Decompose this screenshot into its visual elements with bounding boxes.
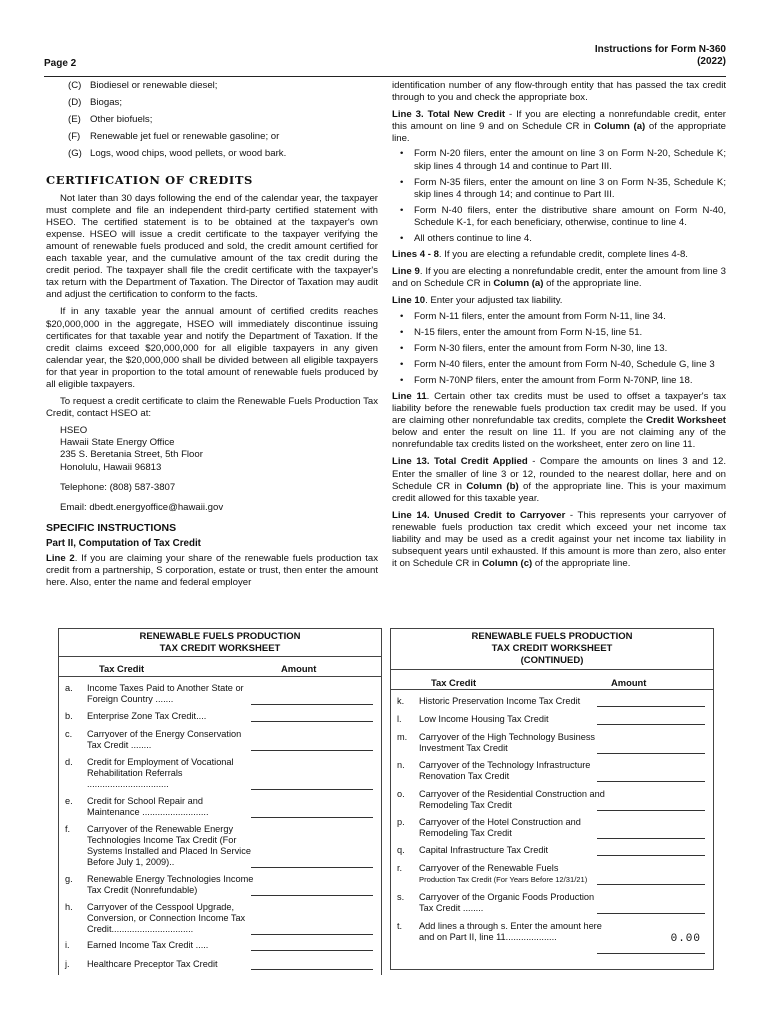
hseo-address <box>60 425 378 473</box>
row-text: Historic Preservation Income Tax Credit <box>419 696 581 706</box>
list-item: • All others continue to line 4. <box>392 233 726 245</box>
line-text: of the appropriate line. <box>392 121 726 145</box>
line-text: . Enter your adjusted tax liability. <box>425 295 563 307</box>
line-text: of the appropriate line. <box>532 558 631 570</box>
list-text: Other biofuels; <box>90 114 153 126</box>
worksheet-title <box>391 631 713 667</box>
row-text-main: Carryover of the Renewable Fuels <box>419 863 559 873</box>
line-label: Lines 4 - 8 <box>392 249 439 261</box>
line3-paragraph <box>392 109 726 145</box>
header-rule <box>44 76 726 77</box>
row-letter: f. <box>65 824 71 834</box>
form-title <box>595 44 726 68</box>
line-text: below and enter the result on line 11. If you are not claiming any of the nonrefundable tax credits listed on the worksheet, enter zero on line 11. <box>392 427 726 451</box>
address-line: Hawaii State Energy Office <box>60 437 175 449</box>
row-letter: n. <box>397 760 405 770</box>
amount-field[interactable] <box>251 950 373 951</box>
list-label: (G) <box>68 148 82 160</box>
worksheet-right <box>390 628 714 970</box>
telephone: Telephone: (808) 587-3807 <box>60 481 176 493</box>
line-label: Line 10 <box>392 295 426 307</box>
amount-field[interactable] <box>251 867 373 868</box>
worksheet-rule <box>391 669 713 670</box>
row-text: Add lines a through s. Enter the amount here and on Part II, line 11.................... <box>419 921 602 942</box>
row-text: Carryover of the Residential Construction and Remodeling Tax Credit <box>419 789 605 810</box>
line-text: - Compare the amounts on lines 3 and 12. Enter the smaller of line 3 or 12, rounded to the nearest dollar, here and on Schedule CR in <box>392 456 726 492</box>
list-item: • Form N-35 filers, enter the amount on line 3 on Form N-35, Schedule K; skip lines 4 through 14; and continue to Part III. <box>392 177 726 201</box>
list-item <box>68 97 378 109</box>
worksheet-rule <box>59 656 381 657</box>
right-column <box>392 80 726 575</box>
row-letter: p. <box>397 817 405 827</box>
worksheet-title-line: (CONTINUED) <box>520 655 584 666</box>
row-text: Capital Infrastructure Tax Credit <box>419 845 549 855</box>
list-item <box>68 114 378 126</box>
worksheet-rule <box>391 689 713 690</box>
row-letter: g. <box>65 874 73 884</box>
row-text: Carryover of the Energy Conservation Tax Credit ........ <box>87 729 242 750</box>
line-label: Line 3. Total New Credit <box>392 109 506 121</box>
list-item <box>68 80 378 92</box>
column-header-amount: Amount <box>281 663 317 674</box>
list-item: • Form N-70NP filers, enter the amount from Form N-70NP, line 18. <box>392 375 726 387</box>
certification-heading: CERTIFICATION OF CREDITS <box>46 173 253 188</box>
line-label: Line 9 <box>392 266 420 278</box>
worksheet-title-line: RENEWABLE FUELS PRODUCTION <box>471 631 633 642</box>
email[interactable]: Email: dbedt.energyoffice@hawaii.gov <box>60 501 224 513</box>
amount-field[interactable] <box>597 913 705 914</box>
amount-field[interactable] <box>597 706 705 707</box>
list-text: Renewable jet fuel or renewable gasoline; or <box>90 131 280 143</box>
total-value[interactable]: 0.00 <box>670 933 701 945</box>
row-letter: j. <box>65 959 70 969</box>
row-text: Carryover of the Organic Foods Production Tax Credit ........ <box>419 892 595 913</box>
amount-field[interactable] <box>597 724 705 725</box>
list-item: • Form N-40 filers, enter the amount from Form N-40, Schedule G, line 3 <box>392 359 726 371</box>
row-text-small: Production Tax Credit (For Years Before 12/31/21) <box>419 875 588 884</box>
row-letter: a. <box>65 683 73 693</box>
list-label: (F) <box>68 131 81 143</box>
row-letter: e. <box>65 796 73 806</box>
row-text: Carryover of the Technology Infrastructure Renovation Tax Credit <box>419 760 591 781</box>
row-letter: s. <box>397 892 405 902</box>
row-text: Credit for School Repair and Maintenance .......................... <box>87 796 209 817</box>
list-item: • Form N-30 filers, enter the amount from Form N-30, line 13. <box>392 343 726 355</box>
worksheet-title <box>59 631 381 655</box>
amount-field[interactable] <box>251 817 373 818</box>
amount-field[interactable] <box>251 704 373 705</box>
list-text: Biogas; <box>90 97 122 109</box>
amount-field[interactable] <box>597 838 705 839</box>
column-header-amount: Amount <box>611 677 647 688</box>
row-letter: c. <box>65 729 73 739</box>
worksheet-ref: Credit Worksheet <box>646 415 727 427</box>
row-text: Carryover of the Renewable Energy Technologies Income Tax Credit (For Systems Installed and Placed In Service Before July 1, 2009).. <box>87 824 251 867</box>
amount-field[interactable] <box>597 953 705 954</box>
certification-paragraph-2: If in any taxable year the annual amount of certified credits reaches $20,000,000 in the aggregate, HSEO will immediately discontinue issuing certificates for that taxable year and notify the Department of Taxation. If the credit claims exceed $20,000,000 for all eligible taxpayers in any given calendar year, the $20,000,000 shall be divided between all eligible taxpayers for that year in proportion to the total amount of renewable fuels produced by all eligible taxpayers. <box>46 306 378 390</box>
worksheet-rule <box>59 676 381 677</box>
line-text: . Certain other tax credits must be used to offset a taxpayer's tax liability before the renewable fuels production tax credit may be used. If you are claiming other nonrefundable tax credits, complete the <box>392 390 726 427</box>
row-text: Carryover of the Hotel Construction and Remodeling Tax Credit <box>419 817 581 838</box>
amount-field[interactable] <box>251 934 373 935</box>
specific-instructions-heading: SPECIFIC INSTRUCTIONS <box>46 521 177 534</box>
row-text: Enterprise Zone Tax Credit.... <box>87 711 207 721</box>
column-ref: Column (a) <box>493 278 544 290</box>
line3-bullets <box>392 148 726 245</box>
left-column <box>46 80 378 594</box>
row-text: Carryover of the Cesspool Upgrade, Conversion, or Connection Income Tax Credit................................ <box>87 902 246 934</box>
amount-field[interactable] <box>251 969 373 970</box>
row-text: Income Taxes Paid to Another State or Foreign Country ....... <box>87 683 244 704</box>
row-text: Credit for Employment of Vocational Rehabilitation Referrals ................................ <box>87 757 234 789</box>
line11-paragraph <box>392 391 726 451</box>
column-header-credit: Tax Credit <box>99 663 145 674</box>
line9-paragraph <box>392 266 726 290</box>
certification-paragraph-1: Not later than 30 days following the end of the calendar year, the taxpayer must complete and file an independent third-party certified statement with HSEO. The certified statement is to be obtained at the taxpayer's own expense. HSEO will issue a credit certificate to the taxpayer verifying the amount of renewable fuels produced and sold, the credit amount certified for each taxable year, and the cumulative amount of the tax credit during the credit period. The taxpayer shall file the credit certificate with the taxpayer's tax return with the Department of Taxation. The Director of Taxation may audit and adjust the certification to conform to the facts. <box>46 192 378 301</box>
amount-field[interactable] <box>251 895 373 896</box>
worksheet-left <box>58 628 382 975</box>
address-line: Honolulu, Hawaii 96813 <box>60 461 162 473</box>
line10-bullets <box>392 311 726 387</box>
row-text: Renewable Energy Technologies Income Tax Credit (Nonrefundable) <box>87 874 254 895</box>
certification-paragraph-3: To request a credit certificate to claim the Renewable Fuels Production Tax Credit, contact HSEO at: <box>46 396 378 420</box>
row-letter: i. <box>65 940 70 950</box>
lines4-8-paragraph <box>392 249 726 261</box>
line2-paragraph <box>46 553 378 589</box>
list-label: (D) <box>68 97 82 109</box>
address-line: 235 S. Beretania Street, 5th Floor <box>60 449 203 461</box>
list-item <box>68 131 378 143</box>
worksheet-title-line: TAX CREDIT WORKSHEET <box>491 643 613 654</box>
row-letter: k. <box>397 696 405 706</box>
line-text: - This represents your carryover of renewable fuels production tax credit which exceed your net income tax liability and may be used as a credit against your net income tax liability in subsequent years until exhausted. If this amount is more than zero, also enter it on Schedule CR in <box>392 509 726 570</box>
line-text: of the appropriate line. This is your maximum credit allowed for this taxable year. <box>392 480 727 504</box>
row-letter: h. <box>65 902 73 912</box>
amount-field[interactable] <box>597 884 705 885</box>
line14-paragraph <box>392 510 726 570</box>
address-line: HSEO <box>60 425 88 437</box>
amount-field[interactable] <box>251 750 373 751</box>
column-ref: Column (c) <box>482 558 533 570</box>
list-label: (E) <box>68 114 81 126</box>
worksheet-title-line: RENEWABLE FUELS PRODUCTION <box>139 631 301 642</box>
line-label: Line 14. Unused Credit to Carryover <box>392 509 566 521</box>
line-label: Line 13. Total Credit Applied <box>392 456 528 468</box>
line-text: . If you are electing a nonrefundable credit, enter the amount from line 3 and on Schedule CR in <box>392 266 726 290</box>
row-letter: q. <box>397 845 405 855</box>
amount-field[interactable] <box>597 781 705 782</box>
row-letter: l. <box>397 714 402 724</box>
page-number: Page 2 <box>44 58 77 69</box>
form-title-text: Instructions for Form N-360 <box>594 44 726 55</box>
row-text <box>419 863 609 885</box>
line10-paragraph <box>392 295 726 307</box>
amount-field[interactable] <box>251 789 373 790</box>
list-text: Biodiesel or renewable diesel; <box>90 80 218 91</box>
row-letter: r. <box>397 863 403 873</box>
part-heading: Part II, Computation of Tax Credit <box>46 537 201 549</box>
list-text: Logs, wood chips, wood pellets, or wood bark. <box>90 148 287 160</box>
amount-field[interactable] <box>597 810 705 811</box>
list-item: • Form N-20 filers, enter the amount on line 3 on Form N-20, Schedule K; skip lines 4 through 14 and continue to Part III. <box>392 148 726 172</box>
row-letter: b. <box>65 711 73 721</box>
line-text: . If you are electing a refundable credit, complete lines 4-8. <box>438 249 688 261</box>
row-text: Healthcare Preceptor Tax Credit <box>87 959 218 969</box>
line-label: Line 2 <box>46 553 75 564</box>
column-ref: Column (b) <box>466 480 519 492</box>
list-item <box>68 148 378 160</box>
row-text: Earned Income Tax Credit ..... <box>87 940 209 950</box>
worksheet-title-line: TAX CREDIT WORKSHEET <box>159 643 281 654</box>
row-letter: t. <box>397 921 403 931</box>
amount-field[interactable] <box>597 753 705 754</box>
column-header-credit: Tax Credit <box>431 677 477 688</box>
column-ref: Column (a) <box>594 121 646 133</box>
amount-field[interactable] <box>597 855 705 856</box>
row-text: Low Income Housing Tax Credit <box>419 714 549 724</box>
row-letter: d. <box>65 757 73 767</box>
row-letter: m. <box>397 732 408 742</box>
line-text: . If you are claiming your share of the renewable fuels production tax credit from a partnership, S corporation, estate or trust, then enter the amount here. Also, enter the name and federal employer <box>46 553 378 589</box>
continuation-paragraph: identification number of any flow-through entity that has passed the tax credit through to you and check the appropriate box. <box>392 80 726 104</box>
line13-paragraph <box>392 456 726 504</box>
list-item: • Form N-11 filers, enter the amount from Form N-11, line 34. <box>392 311 726 323</box>
line-label: Line 11 <box>392 390 427 402</box>
line-text: - If you are electing a nonrefundable credit, enter this amount on line 9 and on Schedule CR in <box>392 109 726 133</box>
row-text: Carryover of the High Technology Business Investment Tax Credit <box>419 732 596 753</box>
row-letter: o. <box>397 789 405 799</box>
form-year: (2022) <box>697 56 726 67</box>
line-text: of the appropriate line. <box>543 278 642 290</box>
fuel-list <box>68 80 378 160</box>
list-label: (C) <box>68 80 82 91</box>
list-item: • N-15 filers, enter the amount from Form N-15, line 51. <box>392 327 726 339</box>
amount-field[interactable] <box>251 721 373 722</box>
list-item: • Form N-40 filers, enter the distributive share amount on Form N-40, Schedule K-1, for each beneficiary, otherwise, continue to line 4. <box>392 205 726 229</box>
